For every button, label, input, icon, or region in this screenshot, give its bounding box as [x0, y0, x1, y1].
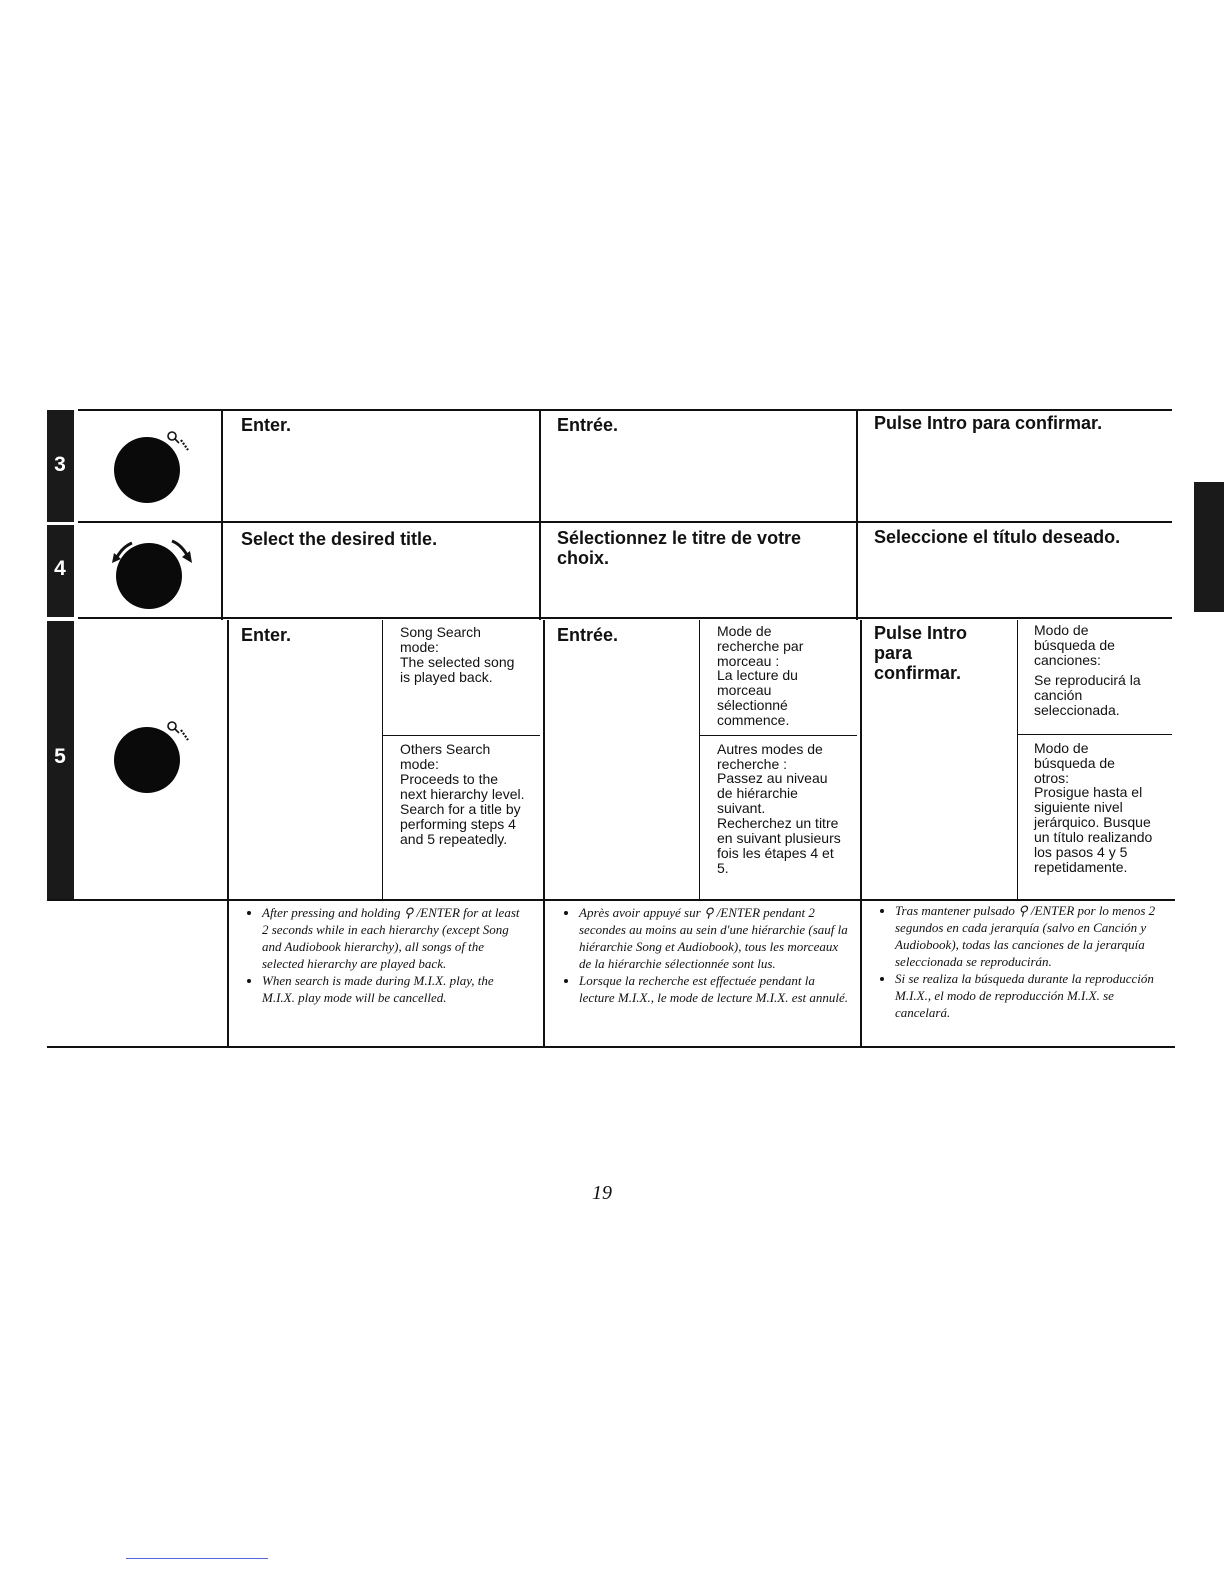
note-item: • Après avoir appuyé sur ⚲ /ENTER pendant 2 secondes au moins au sein d'une hiérarchie (sauf la hiérarchie Song et Audiobook), tous les morceaux de la hiérarchie sélectionnée sont lus. [579, 904, 851, 972]
others-search-text-es: Prosigue hasta el siguiente nivel jerárquico. Busque un título realizando los pasos 4 y 5 repetidamente. [1034, 784, 1153, 875]
song-search-text-en: The selected song is played back. [400, 654, 515, 685]
others-search-text-en: Proceeds to the next hierarchy level. Search for a title by performing steps 4 and 5 repeatedly. [400, 771, 525, 847]
song-search-title-es: Modo de búsqueda de canciones: [1034, 622, 1115, 668]
step5-spanish: Pulse Intro para confirmar. [874, 623, 968, 683]
subcolumn-divider [1017, 620, 1018, 899]
section-tab [1194, 482, 1224, 612]
search-enter-icon [164, 718, 192, 746]
rotate-arrows-icon [104, 533, 200, 569]
step-number-4: 4 [54, 557, 66, 580]
step3-french: Entrée. [557, 415, 619, 435]
column-divider [539, 409, 541, 620]
column-divider [860, 620, 862, 1047]
row-divider [78, 617, 1172, 619]
others-search-title-en: Others Search mode: [400, 741, 491, 772]
note-item: • Tras mantener pulsado ⚲ /ENTER por lo menos 2 segundos en cada jerarquía (salvo en Canción y Audiobook), todas las canciones de la jerarquía seleccionada se reproducirán. [895, 902, 1167, 970]
notes-english [244, 904, 528, 1006]
search-enter-icon [164, 428, 192, 456]
step5-french: Entrée. [557, 625, 619, 645]
subcolumn-divider [699, 620, 700, 899]
others-search-text-fr: Passez au niveau de hiérarchie suivant. Recherchez un titre en suivant plusieurs fois les étapes 4 et 5. [717, 770, 841, 876]
note-item: • Lorsque la recherche est effectuée pendant la lecture M.I.X., le mode de lecture M.I.X. est annulé. [579, 972, 851, 1006]
step4-english: Select the desired title. [241, 529, 438, 549]
note-item: • After pressing and holding ⚲ /ENTER for at least 2 seconds while in each hierarchy (except Song and Audiobook hierarchy), all songs of the selected hierarchy are played back. [262, 904, 528, 972]
column-divider [227, 620, 229, 1047]
page-number: 19 [592, 1182, 612, 1204]
notes-spanish [877, 902, 1167, 1021]
row-divider [78, 521, 1172, 523]
note-item: • When search is made during M.I.X. play, the M.I.X. play mode will be cancelled. [262, 972, 528, 1006]
song-search-text-fr: La lecture du morceau sélectionné commence. [717, 667, 798, 728]
footer-rule [126, 1558, 268, 1559]
subrow-divider [1017, 734, 1172, 735]
step3-spanish: Pulse Intro para confirmar. [874, 413, 1103, 433]
song-search-text-es: Se reproducirá la canción seleccionada. [1034, 672, 1141, 718]
others-search-title-es: Modo de búsqueda de otros: [1034, 740, 1115, 786]
row-divider [47, 899, 1175, 901]
column-divider [543, 620, 545, 1047]
row-divider [47, 1046, 1175, 1048]
notes-french [561, 904, 851, 1006]
others-search-title-fr: Autres modes de recherche : [717, 741, 823, 772]
song-search-title-fr: Mode de recherche par morceau : [717, 623, 804, 669]
step4-spanish: Seleccione el título deseado. [874, 527, 1121, 547]
subcolumn-divider [382, 620, 383, 899]
subrow-divider [699, 735, 857, 736]
step-number-5: 5 [54, 745, 66, 768]
column-divider [856, 409, 858, 620]
subrow-divider [382, 735, 540, 736]
step-number-3: 3 [54, 453, 66, 476]
step4-french: Sélectionnez le titre de votre choix. [557, 528, 802, 568]
note-item: • Si se realiza la búsqueda durante la reproducción M.I.X., el modo de reproducción M.I.X. se cancelará. [895, 970, 1167, 1021]
column-divider [221, 409, 223, 620]
step5-english: Enter. [241, 625, 292, 645]
row-divider [78, 409, 1172, 411]
step3-english: Enter. [241, 415, 292, 435]
song-search-title-en: Song Search mode: [400, 624, 481, 655]
